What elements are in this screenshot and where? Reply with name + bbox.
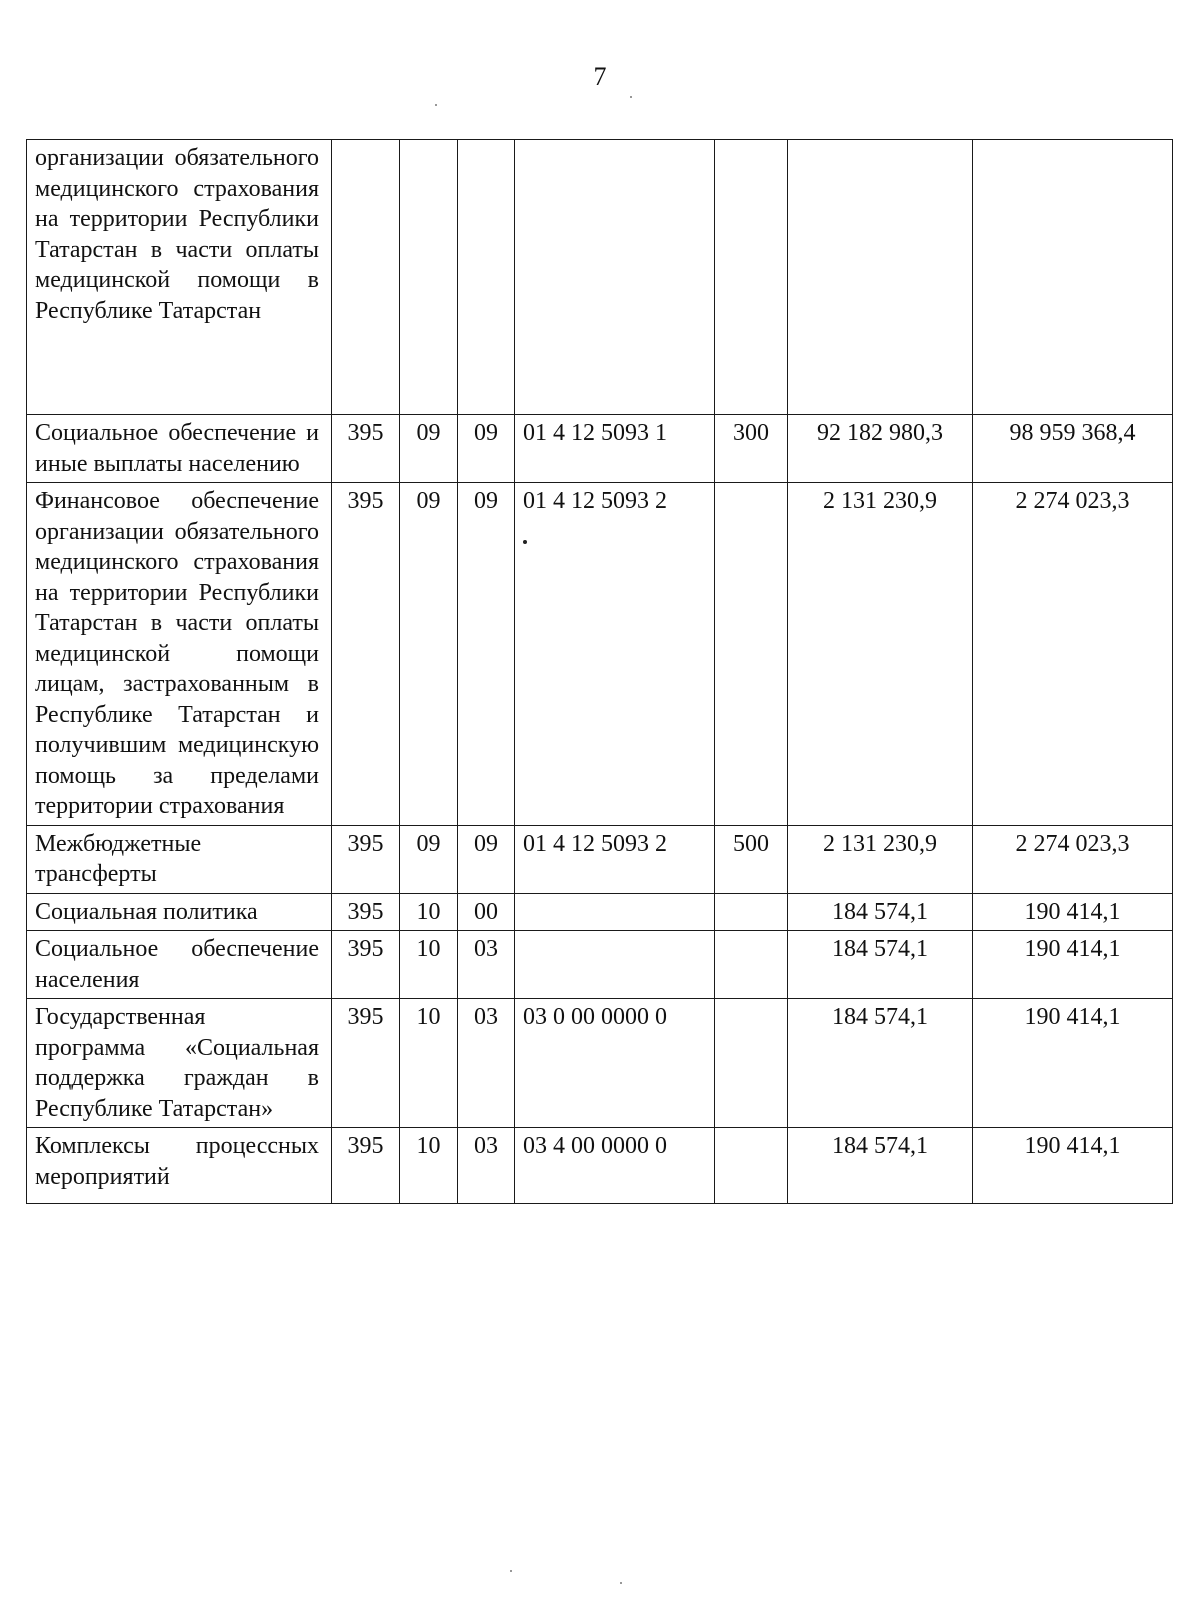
table-row	[27, 893, 1173, 931]
row-sum2: 190 414,1	[973, 893, 1173, 931]
row-rz: 10	[400, 999, 458, 1128]
row-sum2: 2 274 023,3	[973, 483, 1173, 826]
row-rz: 10	[400, 1128, 458, 1204]
table-row	[27, 483, 1173, 826]
row-pr: 09	[458, 825, 515, 893]
row-pr: 03	[458, 999, 515, 1128]
row-pr	[458, 140, 515, 415]
row-sum1	[788, 140, 973, 415]
row-sum2: 2 274 023,3	[973, 825, 1173, 893]
row-pr: 09	[458, 415, 515, 483]
table-row	[27, 140, 1173, 415]
table-row	[27, 415, 1173, 483]
budget-table-body	[27, 140, 1173, 1204]
row-csr	[515, 893, 715, 931]
row-vr: 300	[715, 415, 788, 483]
row-rz: 10	[400, 931, 458, 999]
row-vr	[715, 931, 788, 999]
row-ved: 395	[332, 483, 400, 826]
row-pr: 09	[458, 483, 515, 826]
scan-speck	[620, 1582, 622, 1584]
scan-speck	[630, 96, 632, 98]
row-vr	[715, 999, 788, 1128]
row-vr	[715, 893, 788, 931]
row-name: Социальное обеспечение населения	[27, 931, 332, 999]
row-name: Социальное обеспечение и иные выплаты населению	[27, 415, 332, 483]
row-csr: 03 0 00 0000 0	[515, 999, 715, 1128]
scan-speck	[435, 104, 437, 106]
row-vr: 500	[715, 825, 788, 893]
table-row	[27, 825, 1173, 893]
row-name: организации обязательного медицинского страхования на территории Республики Татарстан в части оплаты медицинской помощи в Республике Татарстан	[27, 140, 332, 415]
row-ved: 395	[332, 931, 400, 999]
table-row	[27, 931, 1173, 999]
row-vr	[715, 483, 788, 826]
row-rz: 09	[400, 415, 458, 483]
table-row	[27, 1128, 1173, 1204]
row-vr	[715, 140, 788, 415]
row-sum2: 190 414,1	[973, 999, 1173, 1128]
row-sum2: 190 414,1	[973, 931, 1173, 999]
row-sum2: 190 414,1	[973, 1128, 1173, 1204]
row-ved: 395	[332, 893, 400, 931]
row-ved: 395	[332, 825, 400, 893]
scan-speck	[510, 1570, 512, 1572]
row-name: Комплексы процессных мероприятий	[27, 1128, 332, 1204]
page-number: 7	[593, 62, 607, 91]
row-ved: 395	[332, 999, 400, 1128]
row-csr: 03 4 00 0000 0	[515, 1128, 715, 1204]
row-sum1: 2 131 230,9	[788, 825, 973, 893]
row-csr	[515, 931, 715, 999]
row-ved	[332, 140, 400, 415]
row-pr: 03	[458, 931, 515, 999]
row-sum1: 184 574,1	[788, 999, 973, 1128]
row-sum1: 184 574,1	[788, 1128, 973, 1204]
row-sum2: 98 959 368,4	[973, 415, 1173, 483]
row-rz	[400, 140, 458, 415]
row-csr: 01 4 12 5093 1	[515, 415, 715, 483]
budget-table	[26, 139, 1173, 1204]
row-rz: 10	[400, 893, 458, 931]
row-name: Финансовое обеспечение организации обязательного медицинского страхования на территории Республики Татарстан в части оплаты медицинской помощи лицам, застрахованным в Республике Татарстан и получившим медицинскую помощь за пределами территории страхования	[27, 483, 332, 826]
row-name: Межбюджетные трансферты	[27, 825, 332, 893]
row-ved: 395	[332, 415, 400, 483]
row-csr	[515, 140, 715, 415]
row-pr: 00	[458, 893, 515, 931]
row-sum1: 184 574,1	[788, 931, 973, 999]
row-pr: 03	[458, 1128, 515, 1204]
table-row	[27, 999, 1173, 1128]
row-sum1: 92 182 980,3	[788, 415, 973, 483]
row-sum1: 184 574,1	[788, 893, 973, 931]
row-rz: 09	[400, 483, 458, 826]
row-rz: 09	[400, 825, 458, 893]
row-sum2	[973, 140, 1173, 415]
row-csr: 01 4 12 5093 2	[515, 483, 715, 826]
row-csr: 01 4 12 5093 2	[515, 825, 715, 893]
row-name: Государственная программа «Социальная поддержка граждан в Республике Татарстан»	[27, 999, 332, 1128]
row-ved: 395	[332, 1128, 400, 1204]
row-sum1: 2 131 230,9	[788, 483, 973, 826]
row-vr	[715, 1128, 788, 1204]
row-name: Социальная политика	[27, 893, 332, 931]
